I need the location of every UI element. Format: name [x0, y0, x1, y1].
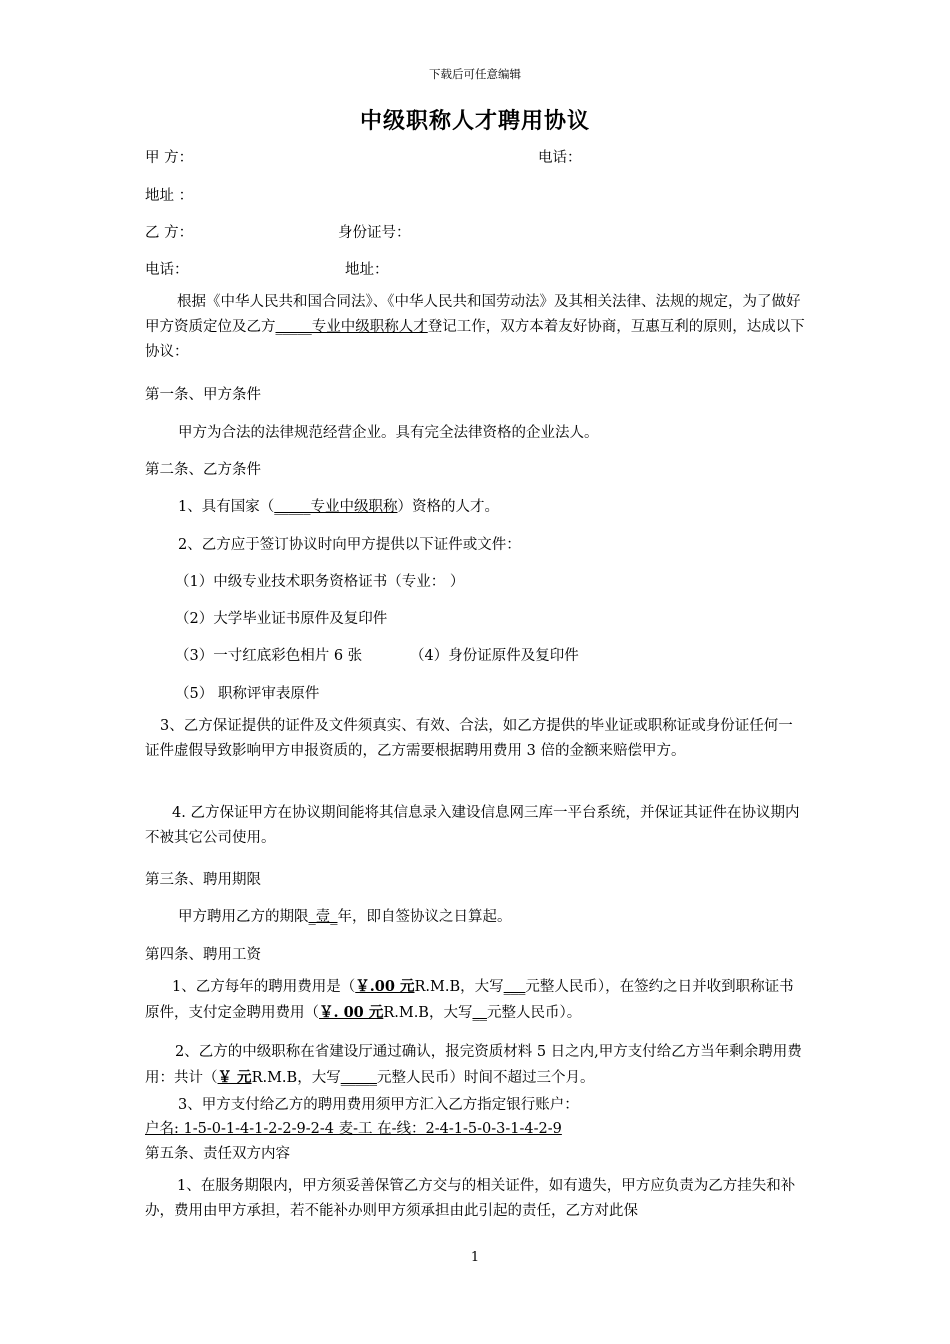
fee-text-b: R.M.B，大写 — [414, 979, 504, 995]
intro-paragraph — [145, 290, 805, 365]
doc-item-3: （3）一寸红底彩色相片 6 张 — [175, 648, 363, 664]
article-2-item-2: 2、乙方应于签订协议时向甲方提供以下证件或文件： — [178, 537, 521, 553]
bank-account-line: 户名: 1-5-0-1-4-1-2-2-9-2-4 麦-工 在-线：2-4-1-5-0-3-1-4-2-9 — [145, 1121, 562, 1137]
doc-item-4: （4）身份证原件及复印件 — [410, 648, 579, 664]
address-label: 地址 ： — [145, 188, 194, 204]
document-title: 中级职称人才聘用协议 — [359, 108, 590, 134]
doc-item-5: （5） 职称评审表原件 — [175, 686, 320, 702]
term-years-field: _壹_ — [308, 909, 338, 925]
term-prefix: 甲方聘用乙方的期限 — [178, 909, 309, 925]
party-b-id-label: 身份证号： — [338, 225, 411, 241]
deposit-amount: ￥. 00 元 — [319, 1004, 384, 1021]
item-1-blank-field: _____专业中级职称 — [274, 499, 398, 515]
item-1-prefix: 1、具有国家（ — [178, 499, 275, 515]
annual-fee-amount: ￥.00 元 — [355, 978, 415, 995]
balance-words-field: _____ — [340, 1070, 377, 1086]
party-b-phone-label: 电话： — [145, 262, 189, 278]
party-b-label: 乙 方： — [145, 225, 194, 241]
article-4-heading: 第四条、聘用工资 — [145, 947, 261, 963]
balance-amount: ￥ 元 — [217, 1069, 252, 1086]
fee-text-d: R.M.B，大写 — [383, 1005, 473, 1021]
fee-text-e: 元整人民币）。 — [486, 1005, 582, 1021]
article-3-text — [178, 905, 512, 926]
article-3-heading: 第三条、聘用期限 — [145, 872, 261, 888]
doc-item-2: （2）大学毕业证书原件及复印件 — [175, 611, 388, 627]
article-4-item-3: 3、甲方支付给乙方的聘用费用须甲方汇入乙方指定银行账户： — [178, 1097, 579, 1113]
term-suffix: 年，即自签协议之日算起。 — [337, 909, 512, 925]
intro-text-2: 登记工作，双方本着友好协商，互惠互利的原则，达成以下协议： — [145, 319, 805, 360]
fee-text-a: 1、乙方每年的聘用费用是（ — [172, 979, 356, 995]
article-5-item-1: 1、在服务期限内，甲方须妥善保管乙方交与的相关证件，如有遗失，甲方应负责为乙方挂失和补办，费用由甲方承担，若不能补办则甲方须承担由此引起的责任，乙方对此保 — [145, 1178, 796, 1219]
article-4-item-1 — [145, 974, 805, 1026]
fee-text-c: 元整人民币），在签约之日并收到职称证书原件，支付定金聘用费用（ — [145, 979, 794, 1021]
balance-text-a: 2、乙方的中级职称在省建设厅通过确认，报完资质材料 5 日之内,甲方支付给乙方当年剩余聘用费用：共计（ — [145, 1044, 802, 1086]
party-b-address-label: 地址： — [345, 262, 389, 278]
item-1-suffix: ）资格的人才。 — [397, 499, 499, 515]
article-2-item-3: 3、乙方保证提供的证件及文件须真实、有效、合法，如乙方提供的毕业证或职称证或身份证任何一证件虚假导致影响甲方申报资质的，乙方需要根据聘用费用 3 倍的金额来赔偿甲方。 — [145, 718, 793, 759]
intro-text-1: 根据《中华人民共和国合同法》、《中华人民共和国劳动法》及其相关法律、法规的规定，为了做好甲方资质定位及乙方 — [145, 294, 801, 335]
article-2-item-1 — [178, 495, 499, 516]
party-a-label: 甲 方： — [145, 150, 194, 166]
deposit-words-field: __ — [472, 1005, 487, 1021]
doc-item-1: （1）中级专业技术职务资格证书（专业： ） — [175, 574, 465, 590]
party-a-phone-label: 电话： — [538, 150, 582, 166]
article-5-heading: 第五条、责任双方内容 — [145, 1146, 290, 1162]
article-1-text: 甲方为合法的法律规范经营企业。具有完全法律资格的企业法人。 — [178, 425, 599, 441]
article-2-item-4: 4. 乙方保证甲方在协议期间能将其信息录入建设信息网三库一平台系统，并保证其证件在协议期内不被其它公司使用。 — [145, 805, 800, 846]
balance-text-b: R.M.B，大写 — [251, 1070, 341, 1086]
article-1-heading: 第一条、甲方条件 — [145, 387, 261, 403]
header-note: 下载后可任意编辑 — [429, 67, 521, 81]
balance-text-c: 元整人民币）时间不超过三个月。 — [376, 1070, 595, 1086]
intro-blank-field: _____专业中级职称人才 — [275, 319, 428, 335]
article-4-item-2 — [145, 1040, 805, 1091]
article-2-heading: 第二条、乙方条件 — [145, 462, 261, 478]
annual-fee-words-field: ___ — [503, 979, 526, 995]
page-number: 1 — [470, 1250, 480, 1265]
